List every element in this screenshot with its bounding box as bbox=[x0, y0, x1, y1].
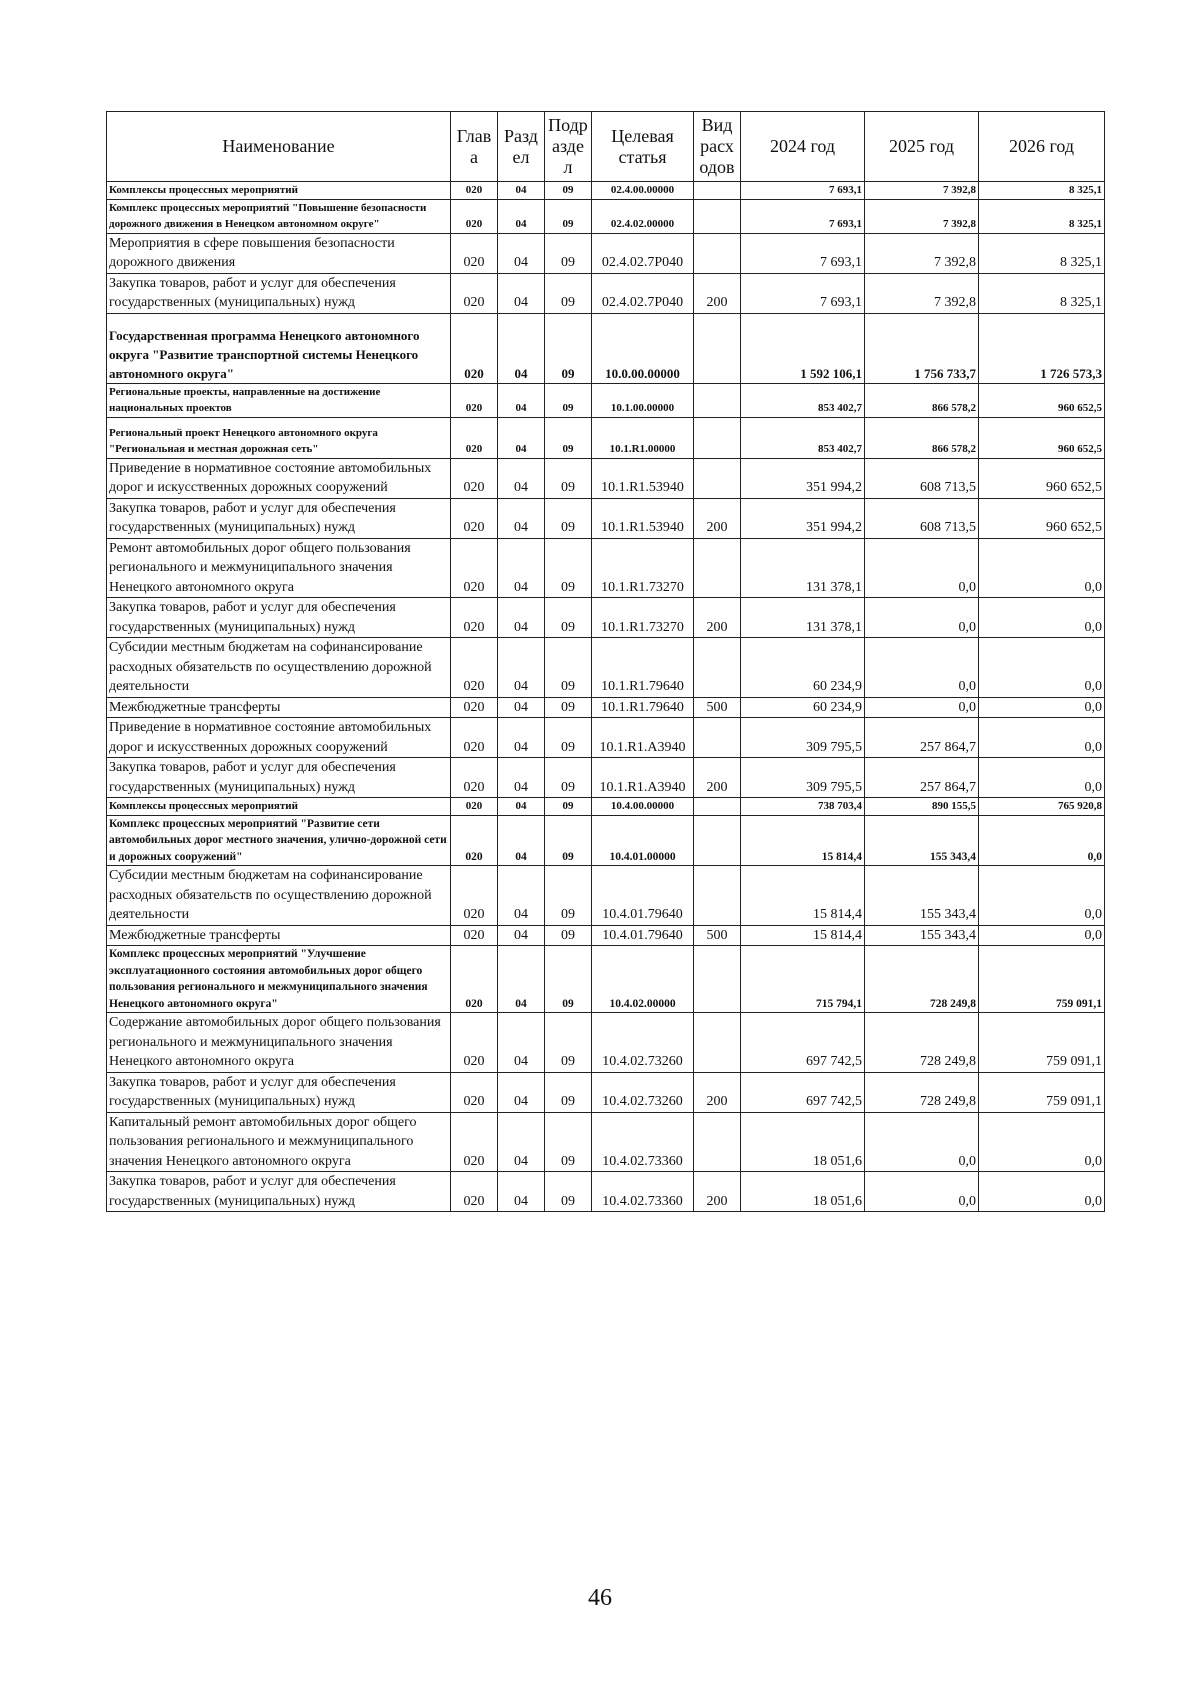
row-2025: 608 713,5 bbox=[865, 498, 979, 538]
row-razdel: 04 bbox=[498, 866, 545, 926]
row-name: Субсидии местным бюджетам на софинансирование расходных обязательств по осуществлению дорожной деятельности bbox=[107, 866, 451, 926]
row-target-article: 02.4.02.7Р040 bbox=[592, 233, 694, 273]
row-razdel: 04 bbox=[498, 233, 545, 273]
row-name: Закупка товаров, работ и услуг для обеспечения государственных (муниципальных) нужд bbox=[107, 273, 451, 313]
row-2025: 608 713,5 bbox=[865, 458, 979, 498]
row-2024: 738 703,4 bbox=[741, 798, 865, 816]
row-glava: 020 bbox=[451, 798, 498, 816]
table-row bbox=[107, 866, 1105, 926]
row-razdel: 04 bbox=[498, 598, 545, 638]
row-name: Комплекс процессных мероприятий "Улучшение эксплуатационного состояния автомобильных дорог общего пользования регионального и межмуниципального значения Ненецкого автономного округа" bbox=[107, 946, 451, 1013]
row-glava: 020 bbox=[451, 925, 498, 946]
row-glava: 020 bbox=[451, 313, 498, 383]
row-glava: 020 bbox=[451, 383, 498, 417]
row-glava: 020 bbox=[451, 697, 498, 718]
table-row bbox=[107, 638, 1105, 698]
row-2026: 0,0 bbox=[979, 1172, 1105, 1212]
row-2025: 257 864,7 bbox=[865, 718, 979, 758]
row-razdel: 04 bbox=[498, 815, 545, 866]
row-razdel: 04 bbox=[498, 638, 545, 698]
row-name: Закупка товаров, работ и услуг для обеспечения государственных (муниципальных) нужд bbox=[107, 1172, 451, 1212]
row-2025: 0,0 bbox=[865, 598, 979, 638]
row-razdel: 04 bbox=[498, 1072, 545, 1112]
row-podrazdel: 09 bbox=[545, 313, 592, 383]
row-expense-type: 500 bbox=[694, 697, 741, 718]
row-2025: 155 343,4 bbox=[865, 866, 979, 926]
row-2026: 759 091,1 bbox=[979, 1072, 1105, 1112]
row-target-article: 10.4.02.73360 bbox=[592, 1172, 694, 1212]
row-name: Закупка товаров, работ и услуг для обеспечения государственных (муниципальных) нужд bbox=[107, 498, 451, 538]
row-2025: 7 392,8 bbox=[865, 199, 979, 233]
row-target-article: 10.1.R1.53940 bbox=[592, 498, 694, 538]
header-2024: 2024 год bbox=[741, 112, 865, 182]
row-podrazdel: 09 bbox=[545, 598, 592, 638]
row-razdel: 04 bbox=[498, 417, 545, 458]
row-2024: 60 234,9 bbox=[741, 697, 865, 718]
row-2024: 15 814,4 bbox=[741, 866, 865, 926]
row-target-article: 10.1.R1.79640 bbox=[592, 697, 694, 718]
table-row bbox=[107, 199, 1105, 233]
table-body bbox=[107, 182, 1105, 1212]
row-razdel: 04 bbox=[498, 1112, 545, 1172]
row-expense-type bbox=[694, 815, 741, 866]
table-row bbox=[107, 1172, 1105, 1212]
row-expense-type bbox=[694, 1013, 741, 1073]
row-razdel: 04 bbox=[498, 946, 545, 1013]
row-razdel: 04 bbox=[498, 199, 545, 233]
row-expense-type bbox=[694, 233, 741, 273]
row-podrazdel: 09 bbox=[545, 458, 592, 498]
row-razdel: 04 bbox=[498, 1013, 545, 1073]
row-glava: 020 bbox=[451, 1172, 498, 1212]
row-2026: 960 652,5 bbox=[979, 458, 1105, 498]
row-glava: 020 bbox=[451, 498, 498, 538]
row-name: Закупка товаров, работ и услуг для обеспечения государственных (муниципальных) нужд bbox=[107, 1072, 451, 1112]
row-glava: 020 bbox=[451, 946, 498, 1013]
header-expense-type: Вид расх одов bbox=[694, 112, 741, 182]
row-razdel: 04 bbox=[498, 498, 545, 538]
row-2024: 7 693,1 bbox=[741, 273, 865, 313]
row-2024: 18 051,6 bbox=[741, 1172, 865, 1212]
row-2026: 765 920,8 bbox=[979, 798, 1105, 816]
row-name: Приведение в нормативное состояние автомобильных дорог и искусственных дорожных сооружений bbox=[107, 718, 451, 758]
row-2026: 0,0 bbox=[979, 1112, 1105, 1172]
table-row bbox=[107, 798, 1105, 816]
row-target-article: 10.1.R1.00000 bbox=[592, 417, 694, 458]
row-target-article: 10.4.02.73360 bbox=[592, 1112, 694, 1172]
row-podrazdel: 09 bbox=[545, 798, 592, 816]
row-expense-type bbox=[694, 1112, 741, 1172]
row-target-article: 10.4.01.79640 bbox=[592, 925, 694, 946]
row-2024: 351 994,2 bbox=[741, 498, 865, 538]
row-podrazdel: 09 bbox=[545, 182, 592, 200]
row-2024: 15 814,4 bbox=[741, 925, 865, 946]
row-2026: 960 652,5 bbox=[979, 498, 1105, 538]
row-target-article: 10.1.00.00000 bbox=[592, 383, 694, 417]
table-row bbox=[107, 946, 1105, 1013]
row-2025: 0,0 bbox=[865, 1112, 979, 1172]
header-target-article: Целевая статья bbox=[592, 112, 694, 182]
budget-table-container bbox=[106, 111, 1104, 1212]
row-podrazdel: 09 bbox=[545, 417, 592, 458]
row-podrazdel: 09 bbox=[545, 866, 592, 926]
row-expense-type bbox=[694, 417, 741, 458]
row-glava: 020 bbox=[451, 866, 498, 926]
row-razdel: 04 bbox=[498, 1172, 545, 1212]
page-number: 46 bbox=[588, 1585, 612, 1611]
row-target-article: 10.1.R1.53940 bbox=[592, 458, 694, 498]
header-name: Наименование bbox=[107, 112, 451, 182]
row-2025: 866 578,2 bbox=[865, 383, 979, 417]
row-podrazdel: 09 bbox=[545, 1013, 592, 1073]
row-2024: 697 742,5 bbox=[741, 1072, 865, 1112]
row-razdel: 04 bbox=[498, 458, 545, 498]
row-name: Капитальный ремонт автомобильных дорог общего пользования регионального и межмуниципального значения Ненецкого автономного округа bbox=[107, 1112, 451, 1172]
row-2025: 7 392,8 bbox=[865, 182, 979, 200]
row-target-article: 02.4.02.00000 bbox=[592, 199, 694, 233]
budget-table bbox=[106, 111, 1105, 1212]
row-2024: 309 795,5 bbox=[741, 758, 865, 798]
row-2024: 715 794,1 bbox=[741, 946, 865, 1013]
row-podrazdel: 09 bbox=[545, 758, 592, 798]
row-2026: 0,0 bbox=[979, 925, 1105, 946]
row-podrazdel: 09 bbox=[545, 638, 592, 698]
row-glava: 020 bbox=[451, 199, 498, 233]
row-2024: 18 051,6 bbox=[741, 1112, 865, 1172]
row-2024: 853 402,7 bbox=[741, 417, 865, 458]
row-target-article: 02.4.02.7Р040 bbox=[592, 273, 694, 313]
row-name: Комплексы процессных мероприятий bbox=[107, 798, 451, 816]
row-razdel: 04 bbox=[498, 273, 545, 313]
table-row bbox=[107, 925, 1105, 946]
row-target-article: 10.4.00.00000 bbox=[592, 798, 694, 816]
row-razdel: 04 bbox=[498, 718, 545, 758]
row-name: Межбюджетные трансферты bbox=[107, 697, 451, 718]
row-expense-type bbox=[694, 718, 741, 758]
row-expense-type bbox=[694, 313, 741, 383]
table-row bbox=[107, 697, 1105, 718]
table-row bbox=[107, 233, 1105, 273]
row-glava: 020 bbox=[451, 598, 498, 638]
row-2024: 15 814,4 bbox=[741, 815, 865, 866]
row-expense-type: 200 bbox=[694, 1072, 741, 1112]
row-2025: 890 155,5 bbox=[865, 798, 979, 816]
row-target-article: 10.4.02.73260 bbox=[592, 1072, 694, 1112]
row-podrazdel: 09 bbox=[545, 1072, 592, 1112]
row-2026: 0,0 bbox=[979, 815, 1105, 866]
row-2025: 866 578,2 bbox=[865, 417, 979, 458]
table-row bbox=[107, 458, 1105, 498]
row-name: Содержание автомобильных дорог общего пользования регионального и межмуниципального значения Ненецкого автономного округа bbox=[107, 1013, 451, 1073]
row-name: Региональные проекты, направленные на достижение национальных проектов bbox=[107, 383, 451, 417]
row-2024: 131 378,1 bbox=[741, 598, 865, 638]
row-2024: 351 994,2 bbox=[741, 458, 865, 498]
row-expense-type bbox=[694, 946, 741, 1013]
row-2025: 0,0 bbox=[865, 697, 979, 718]
row-name: Закупка товаров, работ и услуг для обеспечения государственных (муниципальных) нужд bbox=[107, 598, 451, 638]
row-2026: 8 325,1 bbox=[979, 199, 1105, 233]
table-row bbox=[107, 417, 1105, 458]
row-2025: 0,0 bbox=[865, 638, 979, 698]
row-glava: 020 bbox=[451, 638, 498, 698]
table-row bbox=[107, 718, 1105, 758]
row-podrazdel: 09 bbox=[545, 1172, 592, 1212]
row-target-article: 10.1.R1.73270 bbox=[592, 538, 694, 598]
table-row bbox=[107, 1112, 1105, 1172]
row-2025: 1 756 733,7 bbox=[865, 313, 979, 383]
row-razdel: 04 bbox=[498, 182, 545, 200]
row-name: Комплекс процессных мероприятий "Развитие сети автомобильных дорог местного значения, улично-дорожной сети и дорожных сооружений" bbox=[107, 815, 451, 866]
table-row bbox=[107, 383, 1105, 417]
row-2024: 309 795,5 bbox=[741, 718, 865, 758]
table-row bbox=[107, 1013, 1105, 1073]
row-2025: 728 249,8 bbox=[865, 1013, 979, 1073]
table-row bbox=[107, 538, 1105, 598]
row-podrazdel: 09 bbox=[545, 233, 592, 273]
row-podrazdel: 09 bbox=[545, 815, 592, 866]
row-2025: 257 864,7 bbox=[865, 758, 979, 798]
row-2026: 0,0 bbox=[979, 697, 1105, 718]
table-row bbox=[107, 1072, 1105, 1112]
row-podrazdel: 09 bbox=[545, 498, 592, 538]
row-expense-type: 200 bbox=[694, 273, 741, 313]
row-2026: 0,0 bbox=[979, 538, 1105, 598]
row-glava: 020 bbox=[451, 758, 498, 798]
row-2026: 1 726 573,3 bbox=[979, 313, 1105, 383]
row-2025: 155 343,4 bbox=[865, 815, 979, 866]
table-row bbox=[107, 498, 1105, 538]
row-podrazdel: 09 bbox=[545, 199, 592, 233]
header-2025: 2025 год bbox=[865, 112, 979, 182]
row-target-article: 10.1.R1.А3940 bbox=[592, 758, 694, 798]
row-expense-type: 200 bbox=[694, 1172, 741, 1212]
row-glava: 020 bbox=[451, 1013, 498, 1073]
row-2026: 0,0 bbox=[979, 598, 1105, 638]
row-expense-type: 200 bbox=[694, 598, 741, 638]
row-2024: 853 402,7 bbox=[741, 383, 865, 417]
row-name: Региональный проект Ненецкого автономного округа "Региональная и местная дорожная сеть" bbox=[107, 417, 451, 458]
row-2024: 7 693,1 bbox=[741, 199, 865, 233]
header-glava: Глав а bbox=[451, 112, 498, 182]
row-name: Субсидии местным бюджетам на софинансирование расходных обязательств по осуществлению дорожной деятельности bbox=[107, 638, 451, 698]
row-2026: 0,0 bbox=[979, 866, 1105, 926]
row-name: Закупка товаров, работ и услуг для обеспечения государственных (муниципальных) нужд bbox=[107, 758, 451, 798]
row-glava: 020 bbox=[451, 273, 498, 313]
row-2026: 8 325,1 bbox=[979, 273, 1105, 313]
row-expense-type bbox=[694, 458, 741, 498]
table-row bbox=[107, 598, 1105, 638]
row-2025: 7 392,8 bbox=[865, 273, 979, 313]
row-glava: 020 bbox=[451, 458, 498, 498]
row-podrazdel: 09 bbox=[545, 946, 592, 1013]
row-expense-type: 200 bbox=[694, 758, 741, 798]
row-target-article: 10.0.00.00000 bbox=[592, 313, 694, 383]
row-glava: 020 bbox=[451, 1072, 498, 1112]
row-target-article: 10.1.R1.79640 bbox=[592, 638, 694, 698]
row-name: Приведение в нормативное состояние автомобильных дорог и искусственных дорожных сооружений bbox=[107, 458, 451, 498]
row-name: Государственная программа Ненецкого автономного округа "Развитие транспортной системы Ненецкого автономного округа" bbox=[107, 313, 451, 383]
row-2025: 7 392,8 bbox=[865, 233, 979, 273]
row-target-article: 10.4.02.73260 bbox=[592, 1013, 694, 1073]
row-2025: 728 249,8 bbox=[865, 1072, 979, 1112]
row-2026: 759 091,1 bbox=[979, 1013, 1105, 1073]
row-razdel: 04 bbox=[498, 383, 545, 417]
row-expense-type: 200 bbox=[694, 498, 741, 538]
row-2026: 0,0 bbox=[979, 638, 1105, 698]
row-glava: 020 bbox=[451, 1112, 498, 1172]
row-podrazdel: 09 bbox=[545, 718, 592, 758]
row-expense-type bbox=[694, 199, 741, 233]
row-2024: 1 592 106,1 bbox=[741, 313, 865, 383]
row-razdel: 04 bbox=[498, 313, 545, 383]
table-row bbox=[107, 313, 1105, 383]
row-expense-type bbox=[694, 798, 741, 816]
header-podrazdel: Подр азде л bbox=[545, 112, 592, 182]
row-target-article: 10.4.01.00000 bbox=[592, 815, 694, 866]
row-podrazdel: 09 bbox=[545, 538, 592, 598]
row-razdel: 04 bbox=[498, 758, 545, 798]
table-row bbox=[107, 273, 1105, 313]
row-glava: 020 bbox=[451, 182, 498, 200]
row-2026: 8 325,1 bbox=[979, 182, 1105, 200]
table-row bbox=[107, 758, 1105, 798]
header-razdel: Разд ел bbox=[498, 112, 545, 182]
row-podrazdel: 09 bbox=[545, 697, 592, 718]
row-2025: 728 249,8 bbox=[865, 946, 979, 1013]
row-target-article: 10.4.02.00000 bbox=[592, 946, 694, 1013]
row-2024: 7 693,1 bbox=[741, 233, 865, 273]
row-2026: 759 091,1 bbox=[979, 946, 1105, 1013]
row-razdel: 04 bbox=[498, 697, 545, 718]
row-glava: 020 bbox=[451, 815, 498, 866]
row-2025: 0,0 bbox=[865, 1172, 979, 1212]
row-2025: 155 343,4 bbox=[865, 925, 979, 946]
row-2026: 960 652,5 bbox=[979, 417, 1105, 458]
row-2024: 697 742,5 bbox=[741, 1013, 865, 1073]
row-expense-type: 500 bbox=[694, 925, 741, 946]
row-expense-type bbox=[694, 538, 741, 598]
table-row bbox=[107, 815, 1105, 866]
row-expense-type bbox=[694, 383, 741, 417]
row-name: Межбюджетные трансферты bbox=[107, 925, 451, 946]
row-target-article: 02.4.00.00000 bbox=[592, 182, 694, 200]
row-razdel: 04 bbox=[498, 538, 545, 598]
row-glava: 020 bbox=[451, 233, 498, 273]
row-glava: 020 bbox=[451, 718, 498, 758]
row-2026: 0,0 bbox=[979, 758, 1105, 798]
row-glava: 020 bbox=[451, 538, 498, 598]
row-expense-type bbox=[694, 638, 741, 698]
row-2026: 0,0 bbox=[979, 718, 1105, 758]
row-expense-type bbox=[694, 182, 741, 200]
table-row bbox=[107, 182, 1105, 200]
table-header-row bbox=[107, 112, 1105, 182]
row-target-article: 10.4.01.79640 bbox=[592, 866, 694, 926]
row-podrazdel: 09 bbox=[545, 1112, 592, 1172]
row-2025: 0,0 bbox=[865, 538, 979, 598]
row-2026: 8 325,1 bbox=[979, 233, 1105, 273]
row-2024: 60 234,9 bbox=[741, 638, 865, 698]
row-2024: 131 378,1 bbox=[741, 538, 865, 598]
header-2026: 2026 год bbox=[979, 112, 1105, 182]
row-razdel: 04 bbox=[498, 798, 545, 816]
row-name: Мероприятия в сфере повышения безопасности дорожного движения bbox=[107, 233, 451, 273]
row-2024: 7 693,1 bbox=[741, 182, 865, 200]
row-expense-type bbox=[694, 866, 741, 926]
row-name: Ремонт автомобильных дорог общего пользования регионального и межмуниципального значения Ненецкого автономного округа bbox=[107, 538, 451, 598]
row-name: Комплекс процессных мероприятий "Повышение безопасности дорожного движения в Ненецком автономном округе" bbox=[107, 199, 451, 233]
row-podrazdel: 09 bbox=[545, 273, 592, 313]
row-glava: 020 bbox=[451, 417, 498, 458]
row-podrazdel: 09 bbox=[545, 383, 592, 417]
row-name: Комплексы процессных мероприятий bbox=[107, 182, 451, 200]
row-target-article: 10.1.R1.А3940 bbox=[592, 718, 694, 758]
row-podrazdel: 09 bbox=[545, 925, 592, 946]
row-razdel: 04 bbox=[498, 925, 545, 946]
row-2026: 960 652,5 bbox=[979, 383, 1105, 417]
row-target-article: 10.1.R1.73270 bbox=[592, 598, 694, 638]
